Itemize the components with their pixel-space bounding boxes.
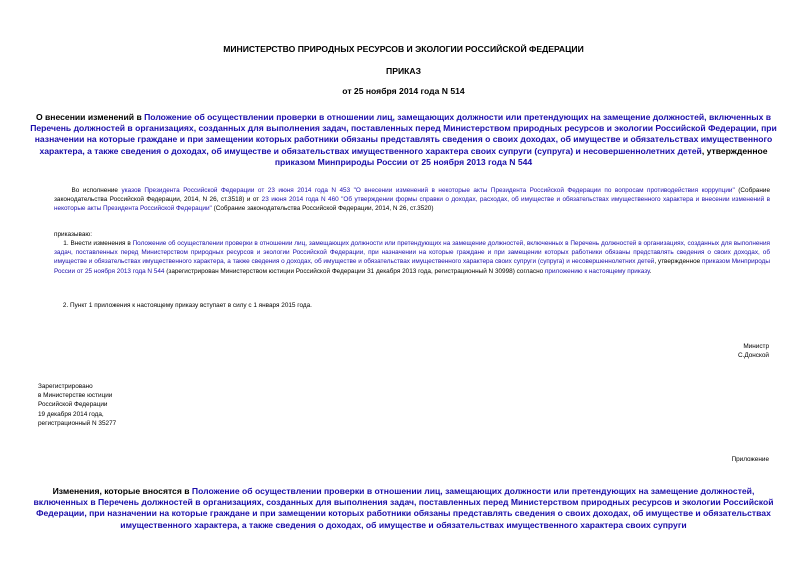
preamble-text-2: (Собрание законодательства Российской Федерации, 2014, N 26, ст.3518) и от	[54, 187, 770, 204]
preamble-text-1: Во исполнение	[71, 187, 122, 194]
order-type-heading: ПРИКАЗ	[386, 66, 421, 76]
preamble-decree-453-link[interactable]: указов Президента Российской Федерации от 23 июня 2014 года N 453 "О внесении изменений в некоторые акты Президента Российской Федерации по вопросам противодействия коррупции"	[121, 187, 735, 194]
item1-text-1: 1. Внести изменения в	[63, 240, 133, 247]
orders-word: приказываю:	[54, 231, 92, 238]
item1-text-4: .	[649, 267, 652, 275]
order-item-2	[54, 301, 770, 310]
subject-prefix: О внесении изменений в	[35, 112, 145, 122]
registration-line-3: Российской Федерации	[38, 401, 108, 409]
ministry-heading: МИНИСТЕРСТВО ПРИРОДНЫХ РЕСУРСОВ И ЭКОЛОГИИ РОССИЙСКОЙ ФЕДЕРАЦИИ	[223, 44, 584, 54]
registration-line-5: регистрационный N 35277	[38, 419, 117, 427]
subject-middle: , утвержденное	[701, 145, 768, 156]
appendix-regulation-link[interactable]: Положение об осуществлении проверки в отношении лиц, замещающих должности или претендующих на замещение должностей, включенных в Перечень должностей в организациях, созданных для выполнения задач, поставленных перед Министерством природных ресурсов и экологии Российской Федерации, при назначении на которые граждане и при замещении которых работники обязаны представлять сведения о своих доходах, об имуществе и обязательствах имущественного характера, а также сведения о доходах, об имуществе и обязательствах имущественного характера своих супруги	[33, 486, 774, 530]
subject-regulation-link[interactable]: Положение об осуществлении проверки в отношении лиц, замещающих должности или претендующих на замещение должностей, включенных в Перечень должностей в организациях, созданных для выполнения задач, поставленных перед Министерством природных ресурсов и экологии Российской Федерации, при назначении на которые граждане и при замещении которых работники обязаны представлять сведения о своих доходах, об имуществе и обязательствах имущественного характера, а также сведения о доходах, об имуществе и обязательствах имущественного характера своих супруги (супруга) и несовершеннолетних детей	[30, 112, 777, 156]
registration-line-1: Зарегистрировано	[38, 383, 93, 390]
signature-name: С.Донской	[737, 352, 769, 360]
appendix-label: Приложение	[731, 456, 769, 463]
preamble-decree-460-link[interactable]: 23 июня 2014 года N 460 "Об утверждении формы справки о доходах, расходах, об имуществе и обязательствах имущественного характера и внесении изменений в некоторые акты Президента Российской Федерации"	[54, 196, 770, 213]
registration-block	[38, 382, 116, 428]
preamble-text-3: (Собрание законодательства Российской Федерации, 2014, N 26, ст.3520)	[211, 205, 434, 213]
signature-title: Министр	[743, 343, 769, 350]
item2-text: 2. Пункт 1 приложения к настоящему приказу вступает в силу с 1 января 2015 года.	[62, 302, 312, 309]
item1-text-3: (зарегистрирован Министерством юстиции Российской Федерации 31 декабря 2013 года, регистрационный N 30998) согласно	[164, 267, 545, 275]
preamble-paragraph	[54, 186, 770, 214]
order-item-1	[54, 239, 770, 276]
item1-order-link[interactable]: приказом Минприроды России от 25 ноября 2013 года N 544	[54, 258, 770, 275]
order-subject	[30, 112, 777, 168]
registration-line-4: 19 декабря 2014 года,	[38, 410, 104, 418]
item1-regulation-link[interactable]: Положение об осуществлении проверки в отношении лиц, замещающих должности или претендующих на замещение должностей, включенных в Перечень должностей в организациях, созданных для выполнения задач, поставленных перед Министерством природных ресурсов и экологии Российской Федерации, при назначении на которые граждане и при замещении которых работники обязаны представлять сведения о своих доходах, об имуществе и обязательствах имущественного характера, а также сведения о доходах, об имуществе и обязательствах имущественного характера своих супруги (супруга) и несовершеннолетних детей	[54, 240, 770, 266]
item1-text-2: , утвержденное	[654, 258, 703, 266]
appendix-title-prefix: Изменения, которые вносятся в	[52, 486, 192, 496]
signature-block	[738, 342, 769, 360]
subject-order-link[interactable]: приказом Минприроды России от 25 ноября 2013 года N 544	[274, 156, 533, 167]
item1-appendix-link[interactable]: приложению к настоящему приказу	[544, 267, 650, 275]
order-date-number: от 25 ноября 2014 года N 514	[342, 86, 465, 96]
appendix-title	[30, 486, 777, 531]
registration-line-2: в Министерстве юстиции	[38, 392, 113, 400]
